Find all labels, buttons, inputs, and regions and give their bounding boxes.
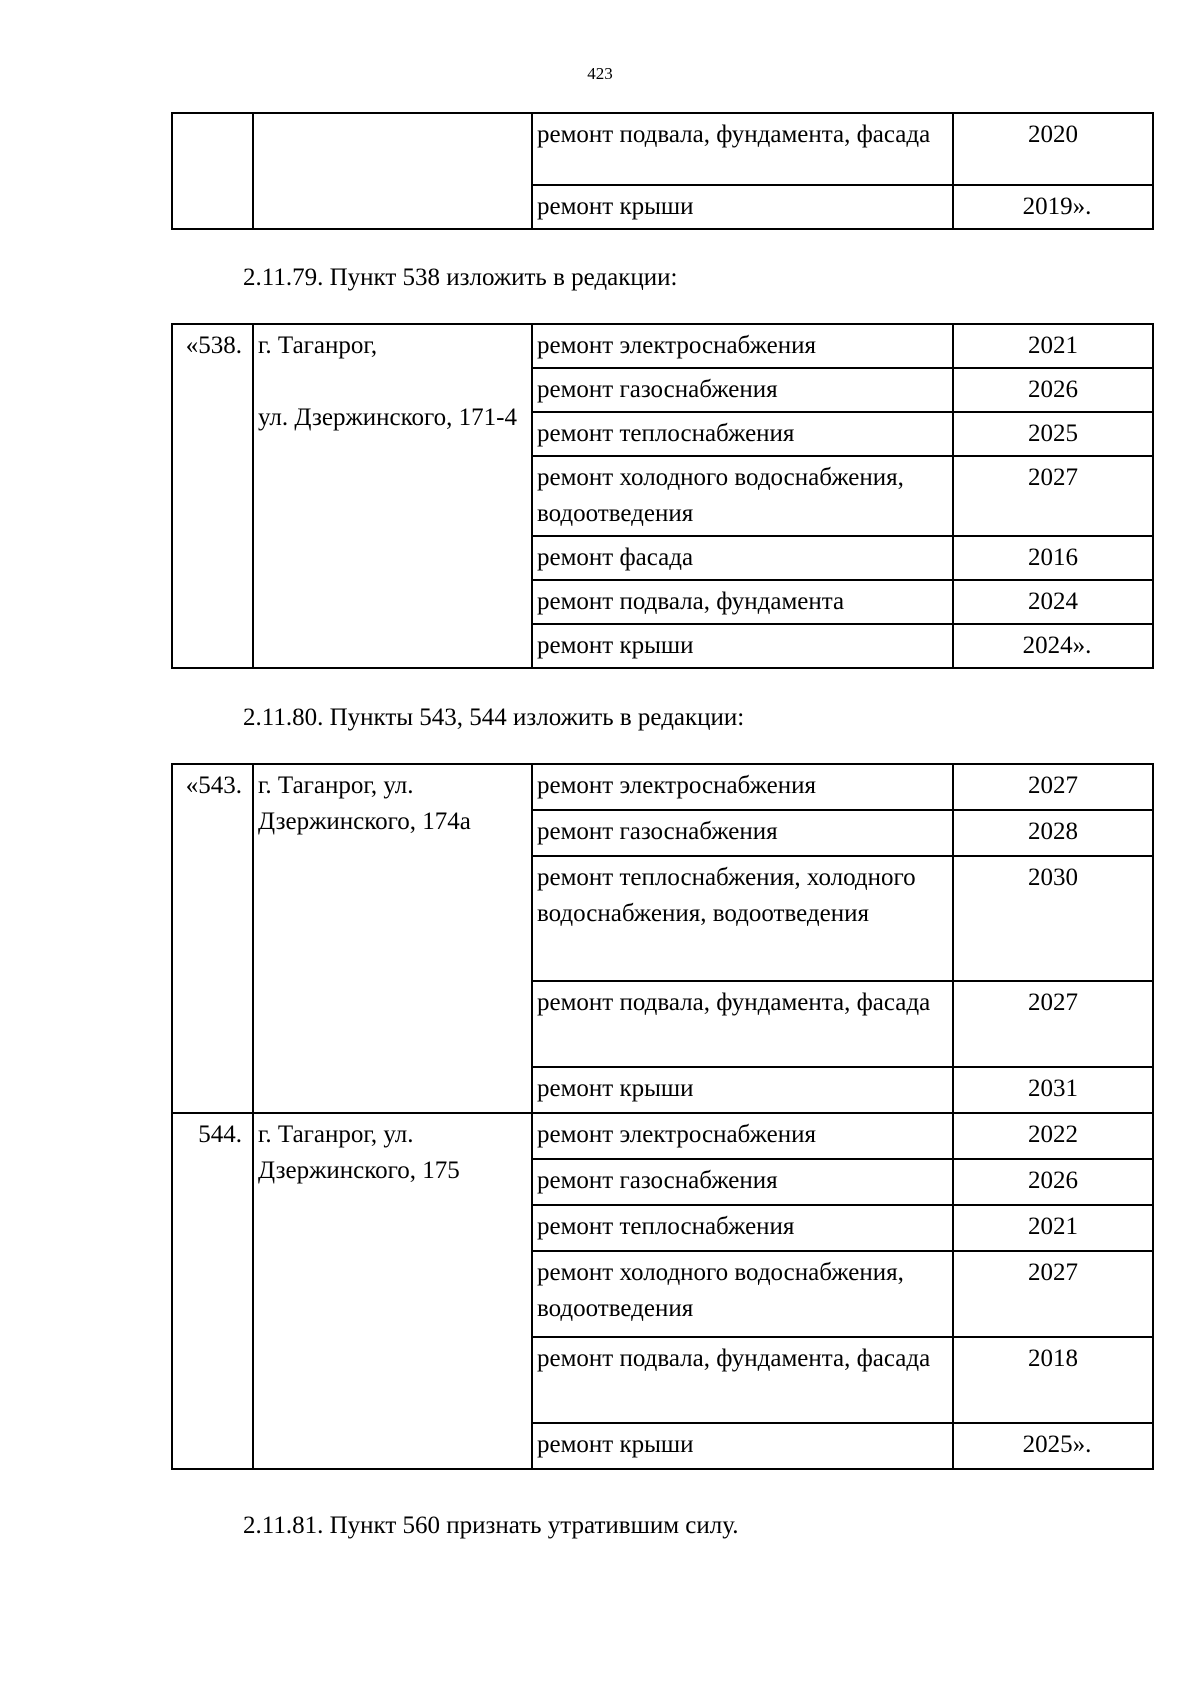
cell-work: ремонт газоснабжения xyxy=(532,1159,953,1205)
cell-year: 2022 xyxy=(953,1113,1153,1159)
cell-work: ремонт теплоснабжения, холодного водоснабжения, водоотведения xyxy=(532,856,953,981)
cell-address: г. Таганрог, ул. Дзержинского, 174а xyxy=(253,764,532,1113)
cell-work: ремонт холодного водоснабжения, водоотведения xyxy=(532,456,953,536)
page-number: 423 xyxy=(587,64,613,83)
cell-year: 2024 xyxy=(953,580,1153,624)
cell-year: 2027 xyxy=(953,764,1153,810)
cell-work: ремонт крыши xyxy=(532,1423,953,1469)
cell-year: 2030 xyxy=(953,856,1153,981)
cell-address xyxy=(253,324,532,668)
cell-year: 2024». xyxy=(953,624,1153,668)
cell-work: ремонт теплоснабжения xyxy=(532,1205,953,1251)
cell-work: ремонт электроснабжения xyxy=(532,324,953,368)
cell-year: 2018 xyxy=(953,1337,1153,1423)
cell-work: ремонт подвала, фундамента, фасада xyxy=(532,1337,953,1423)
cell-num: «538. xyxy=(172,324,253,668)
cell-year: 2028 xyxy=(953,810,1153,856)
cell-num: «543. xyxy=(172,764,253,1113)
table-538 xyxy=(171,323,1154,669)
cell-work: ремонт электроснабжения xyxy=(532,1113,953,1159)
cell-year: 2027 xyxy=(953,1251,1153,1337)
cell-year: 2027 xyxy=(953,981,1153,1067)
cell-year: 2020 xyxy=(953,113,1153,185)
paragraph-2-11-80: 2.11.80. Пункты 543, 544 изложить в редакции: xyxy=(243,704,745,731)
cell-year: 2016 xyxy=(953,536,1153,580)
cell-work: ремонт электроснабжения xyxy=(532,764,953,810)
cell-work: ремонт крыши xyxy=(532,185,953,229)
cell-address xyxy=(253,113,532,229)
cell-work: ремонт теплоснабжения xyxy=(532,412,953,456)
cell-work: ремонт подвала, фундамента xyxy=(532,580,953,624)
cell-year: 2031 xyxy=(953,1067,1153,1113)
cell-year: 2026 xyxy=(953,368,1153,412)
cell-year: 2026 xyxy=(953,1159,1153,1205)
paragraph-2-11-79: 2.11.79. Пункт 538 изложить в редакции: xyxy=(243,264,678,291)
cell-work: ремонт крыши xyxy=(532,624,953,668)
cell-work: ремонт газоснабжения xyxy=(532,368,953,412)
cell-work: ремонт подвала, фундамента, фасада xyxy=(532,981,953,1067)
table-continuation xyxy=(171,112,1154,230)
cell-work: ремонт крыши xyxy=(532,1067,953,1113)
address-city: г. Таганрог, xyxy=(258,332,378,359)
cell-year: 2021 xyxy=(953,324,1153,368)
cell-num: 544. xyxy=(172,1113,253,1469)
cell-work: ремонт подвала, фундамента, фасада xyxy=(532,113,953,185)
table-543-544 xyxy=(171,763,1154,1470)
cell-work: ремонт фасада xyxy=(532,536,953,580)
cell-work: ремонт газоснабжения xyxy=(532,810,953,856)
cell-year: 2027 xyxy=(953,456,1153,536)
cell-year: 2019». xyxy=(953,185,1153,229)
cell-year: 2025 xyxy=(953,412,1153,456)
cell-address: г. Таганрог, ул. Дзержинского, 175 xyxy=(253,1113,532,1469)
address-street: ул. Дзержинского, 171-4 xyxy=(258,404,517,431)
cell-year: 2021 xyxy=(953,1205,1153,1251)
paragraph-2-11-81: 2.11.81. Пункт 560 признать утратившим силу. xyxy=(243,1512,739,1539)
cell-year: 2025». xyxy=(953,1423,1153,1469)
cell-num xyxy=(172,113,253,229)
cell-work: ремонт холодного водоснабжения, водоотведения xyxy=(532,1251,953,1337)
